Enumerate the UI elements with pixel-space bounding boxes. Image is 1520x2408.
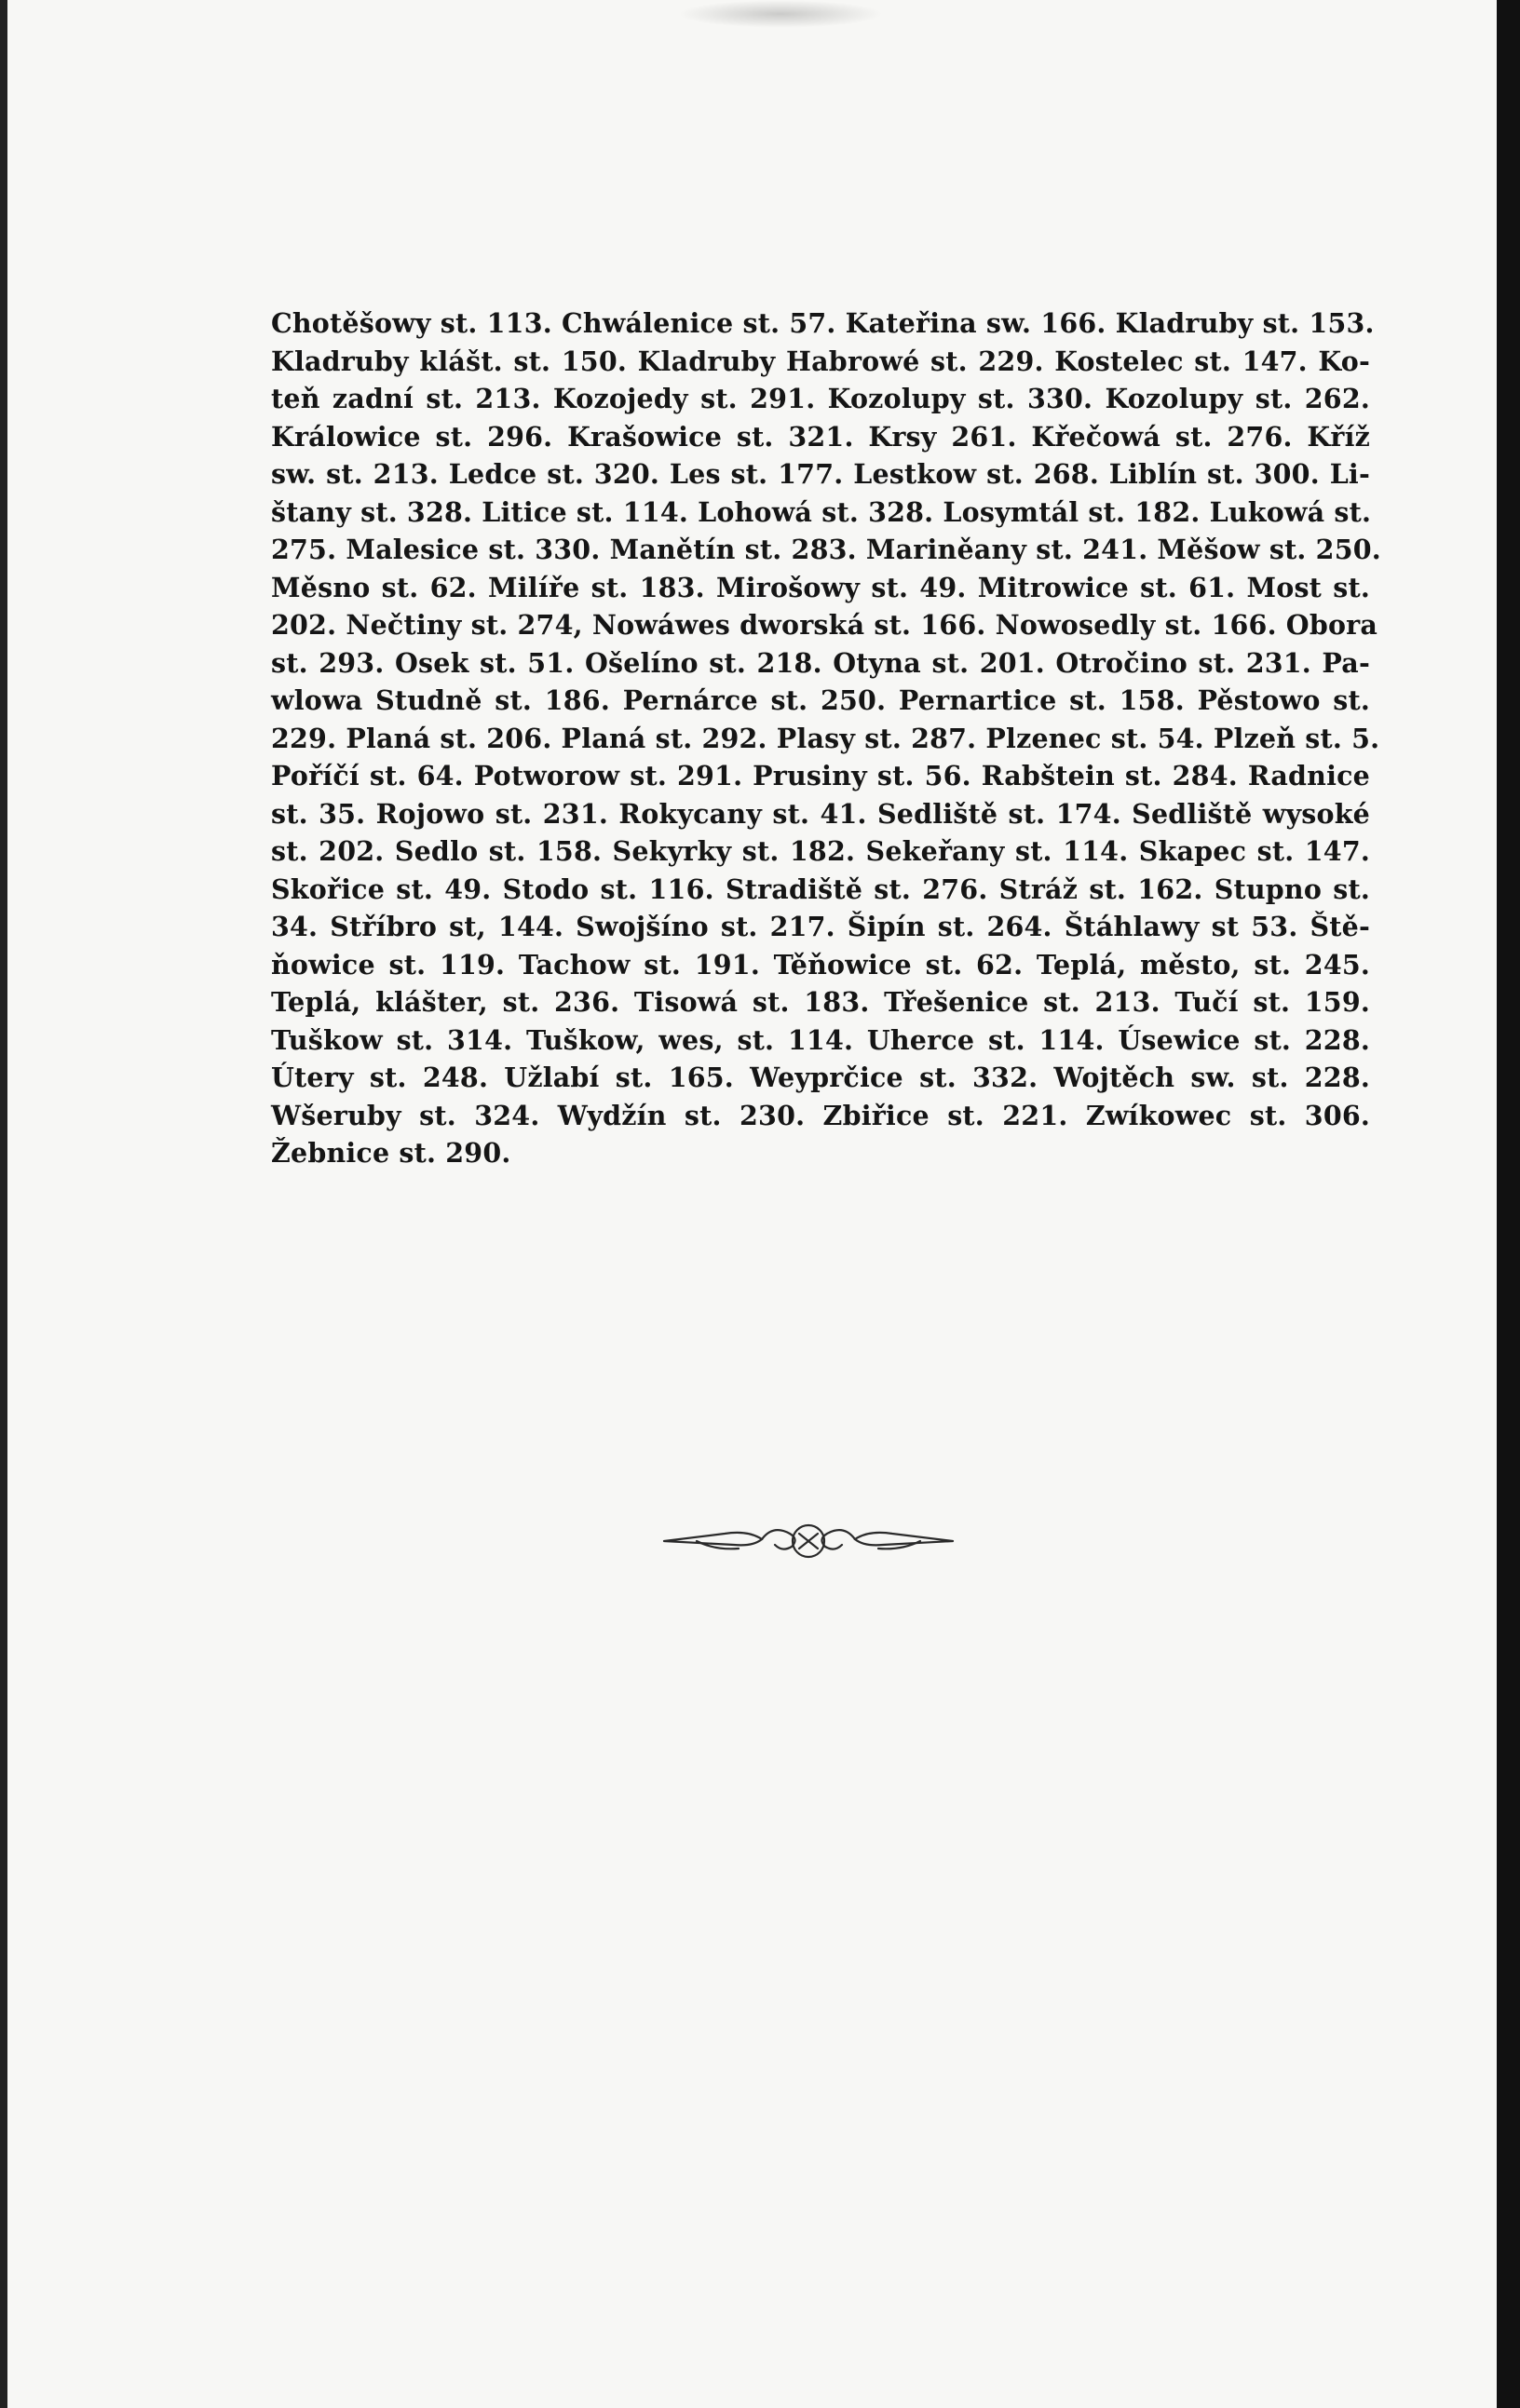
ink-smudge — [678, 0, 883, 28]
index-line: Měsno st. 62. Milíře st. 183. Mirošowy st. 49. Mitrowice st. 61. Most st. — [271, 571, 1370, 603]
index-line: 34. Stříbro st, 144. Swojšíno st. 217. Šipín st. 264. Štáhlawy st 53. Ště- — [271, 911, 1370, 942]
index-line: Tuškow st. 314. Tuškow, wes, st. 114. Uherce st. 114. Úsewice st. 228. — [271, 1023, 1370, 1056]
index-line: ňowice st. 119. Tachow st. 191. Těňowice st. 62. Teplá, město, st. 245. — [271, 948, 1370, 981]
index-line: Králowice st. 296. Krašowice st. 321. Krsy 261. Křečowá st. 276. Kříž — [271, 420, 1370, 453]
index-line: Poříčí st. 64. Potworow st. 291. Prusiny st. 56. Rabštein st. 284. Radnice — [271, 760, 1370, 791]
index-line: Žebnice st. 290. — [271, 1137, 511, 1169]
index-line: st. 35. Rojowo st. 231. Rokycany st. 41. Sedliště st. 174. Sedliště wysoké — [271, 797, 1370, 830]
book-page — [7, 0, 1498, 2408]
index-line: st. 293. Osek st. 51. Ošelíno st. 218. Otyna st. 201. Otročino st. 231. Pa- — [271, 646, 1370, 679]
index-line: Chotěšowy st. 113. Chwálenice st. 57. Kateřina sw. 166. Kladruby st. 153. — [271, 307, 1375, 339]
index-line: Kladruby klášt. st. 150. Kladruby Habrowé st. 229. Kostelec st. 147. Ko- — [271, 345, 1370, 377]
index-line: 275. Malesice st. 330. Manětín st. 283. Mariněany st. 241. Měšow st. 250. — [271, 534, 1381, 565]
index-line: Teplá, klášter, st. 236. Tisowá st. 183. Třešenice st. 213. Tučí st. 159. — [271, 986, 1370, 1018]
index-line: Útery st. 248. Užlabí st. 165. Weyprčice st. 332. Wojtěch sw. st. 228. — [271, 1062, 1370, 1093]
scan-right-edge — [1497, 0, 1520, 2408]
scroll-ornament-icon — [659, 1513, 957, 1569]
index-line: 202. Nečtiny st. 274, Nowáwes dworská st. 166. Nowosedly st. 166. Obora — [271, 609, 1378, 641]
index-line: štany st. 328. Litice st. 114. Lohowá st. 328. Losymtál st. 182. Lukowá st. — [271, 495, 1372, 528]
index-line: Wšeruby st. 324. Wydžín st. 230. Zbiřice st. 221. Zwíkowec st. 306. — [271, 1099, 1370, 1131]
index-line: Skořice st. 49. Stodo st. 116. Stradiště st. 276. Stráž st. 162. Stupno st. — [271, 873, 1370, 905]
index-line: wlowa Studně st. 186. Pernárce st. 250. Pernartice st. 158. Pěstowo st. — [271, 684, 1370, 716]
index-line: teň zadní st. 213. Kozojedy st. 291. Kozolupy st. 330. Kozolupy st. 262. — [271, 383, 1370, 414]
index-line: 229. Planá st. 206. Planá st. 292. Plasy st. 287. Plzenec st. 54. Plzeň st. 5. — [271, 722, 1380, 754]
index-line: sw. st. 213. Ledce st. 320. Les st. 177. Lestkow st. 268. Liblín st. 300. Li- — [271, 458, 1370, 490]
index-line: st. 202. Sedlo st. 158. Sekyrky st. 182. Sekeřany st. 114. Skapec st. 147. — [271, 835, 1370, 867]
place-index-text — [271, 304, 1381, 1172]
scan-left-edge — [0, 0, 7, 2408]
